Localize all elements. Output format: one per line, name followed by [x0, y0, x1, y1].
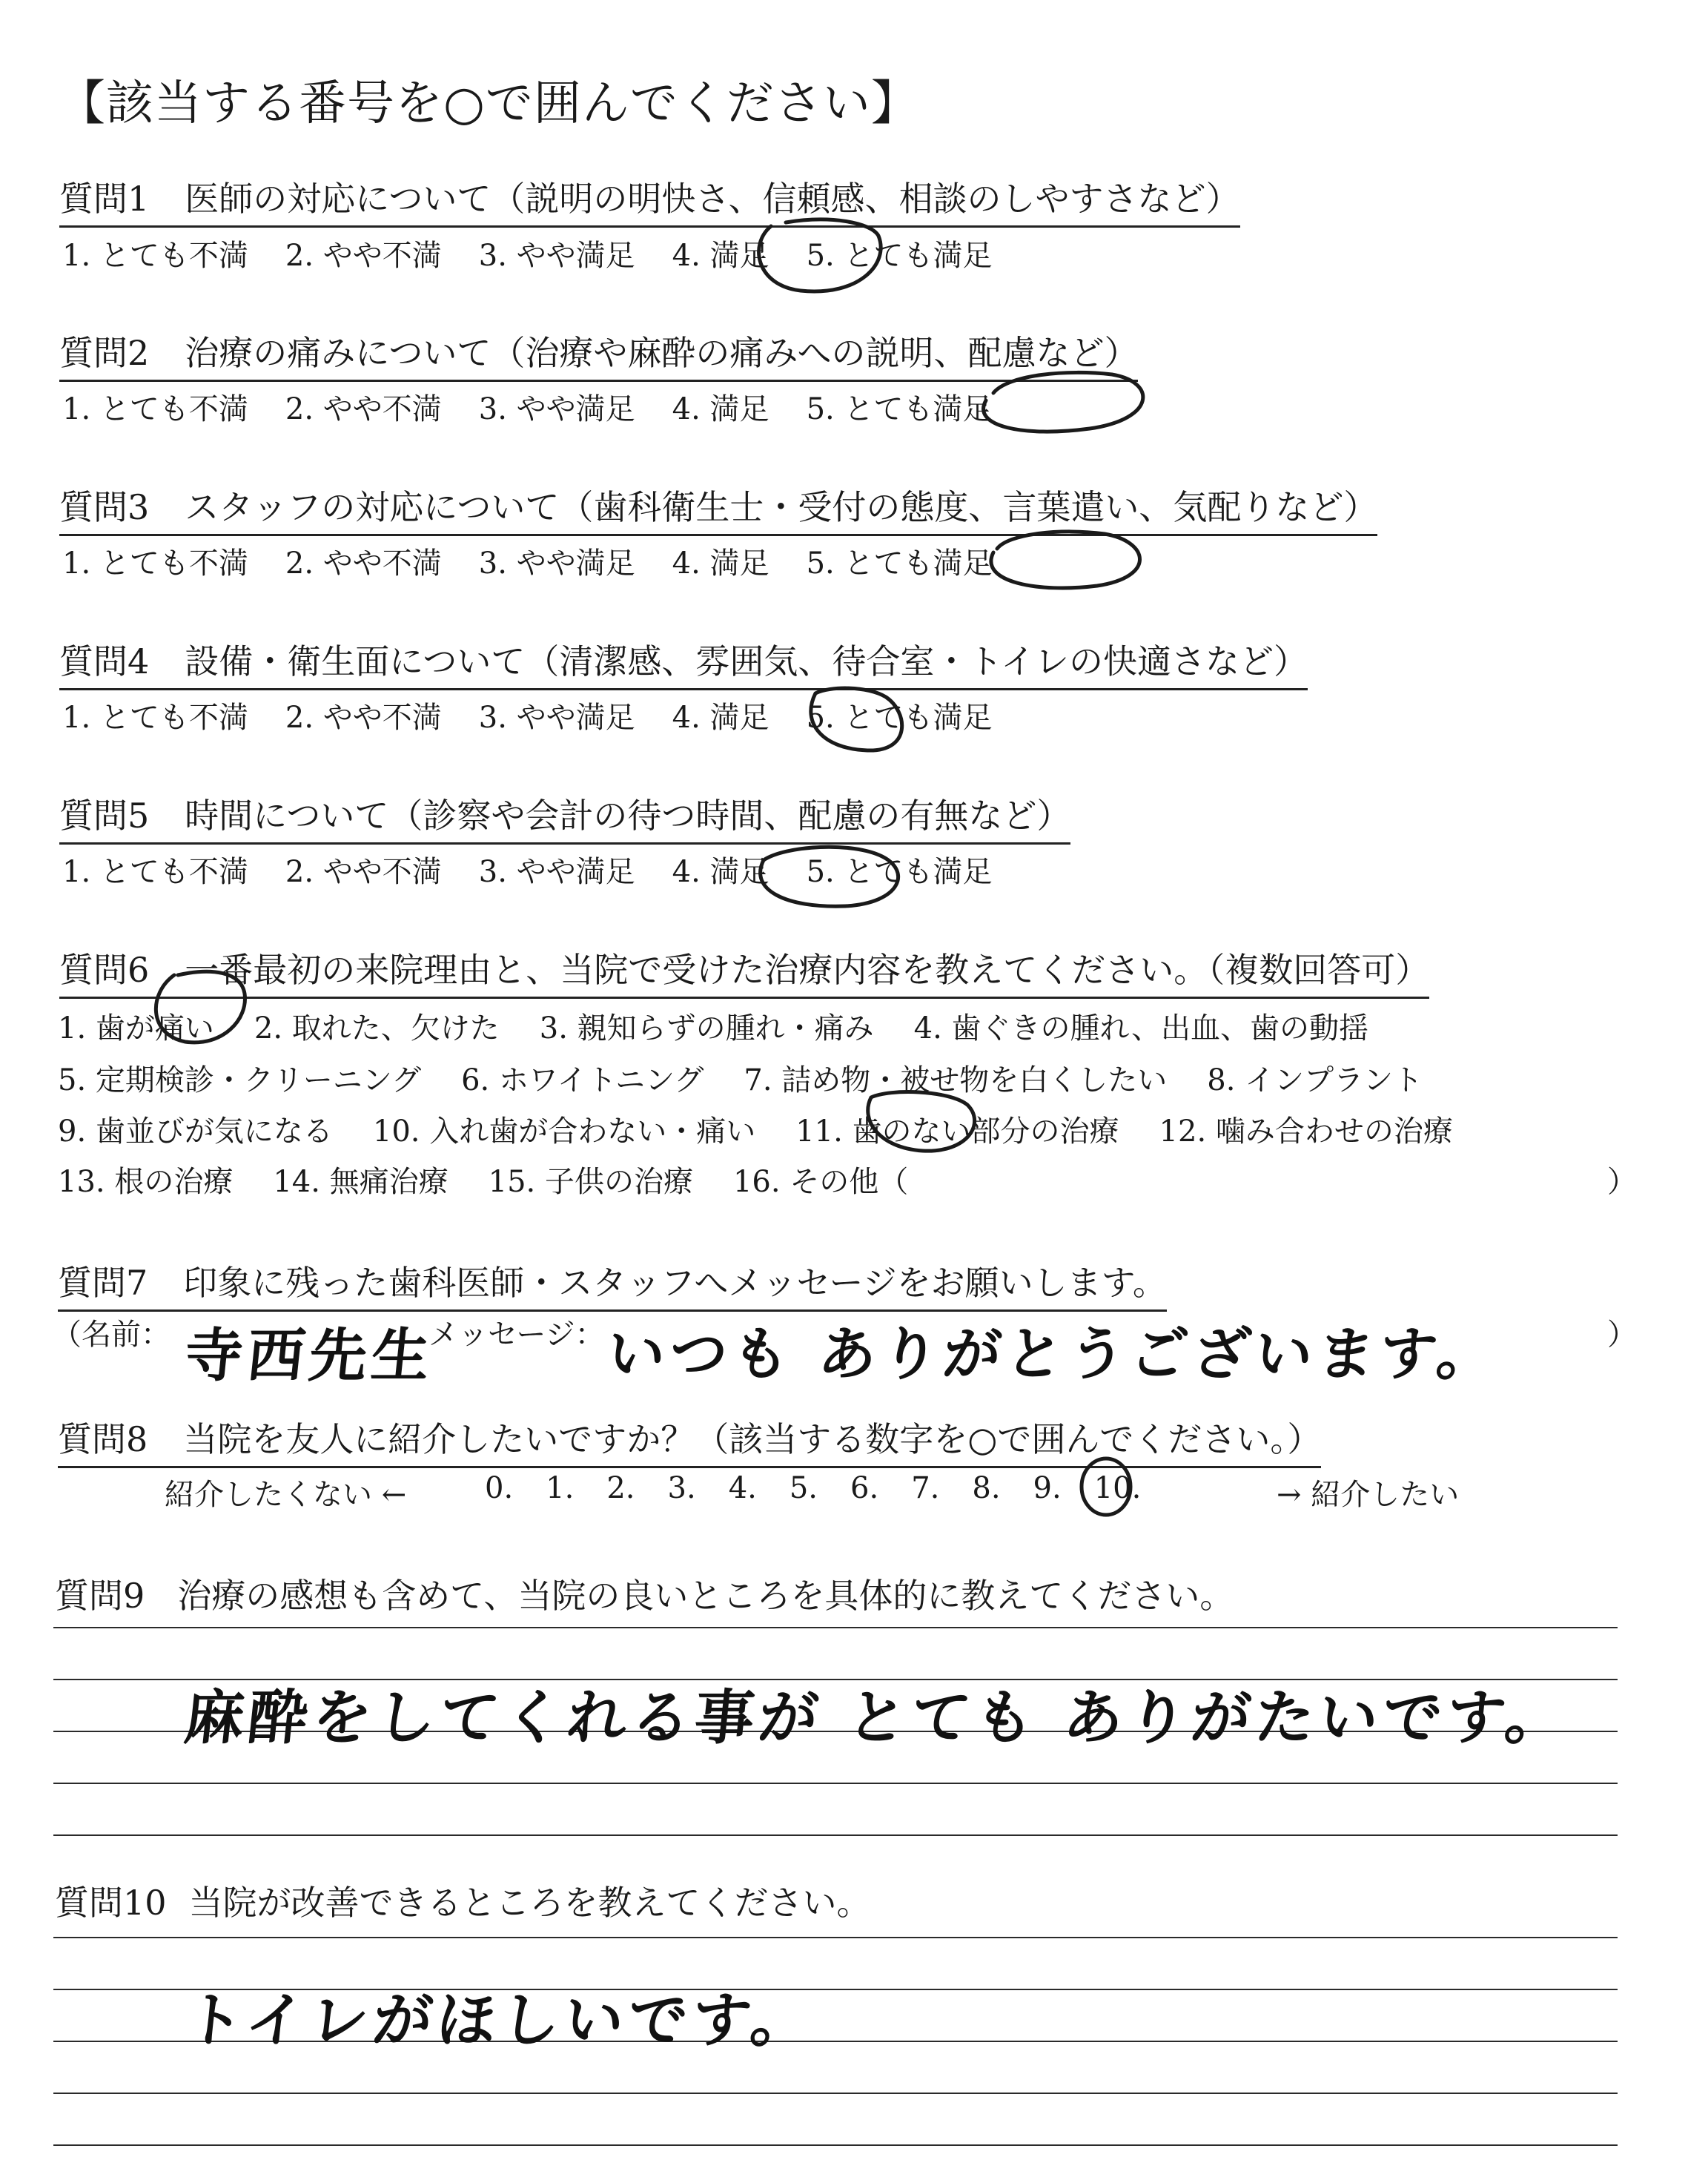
question-1-options	[62, 232, 992, 274]
q3-option-1[interactable]: 1. とても不満	[62, 546, 248, 581]
q5-option-5[interactable]: 5. とても満足	[806, 855, 993, 889]
q2-option-4[interactable]: 4. 満足	[672, 392, 769, 426]
q6-row-4	[58, 1158, 908, 1200]
q8-right-label: → 紹介したい	[1277, 1478, 1460, 1512]
question-2-text: 治療の痛みについて（治療や麻酔の痛みへの説明、配慮など）	[185, 333, 1139, 373]
q1-option-5[interactable]: 5. とても満足	[806, 239, 993, 273]
question-2-number: 質問2	[59, 333, 150, 373]
question-2-options	[62, 386, 992, 428]
q1-option-3[interactable]: 3. やや満足	[478, 239, 635, 273]
q6-other-close-paren: ）	[1607, 1165, 1637, 1199]
question-7-number: 質問7	[58, 1263, 148, 1303]
q6-row-1	[58, 1005, 1368, 1047]
q8-scale-10[interactable]: 10.	[1093, 1471, 1142, 1505]
q6-option-6[interactable]: 6. ホワイトニング	[461, 1063, 704, 1097]
q1-option-1[interactable]: 1. とても不満	[62, 239, 248, 273]
q1-option-2[interactable]: 2. やや不満	[285, 239, 442, 273]
q1-option-4[interactable]: 4. 満足	[672, 239, 769, 273]
q5-option-3[interactable]: 3. やや満足	[478, 855, 635, 889]
q4-option-2[interactable]: 2. やや不満	[285, 701, 442, 735]
q8-scale-4[interactable]: 4.	[728, 1471, 757, 1505]
q6-option-3[interactable]: 3. 親知らずの腫れ・痛み	[539, 1011, 874, 1046]
question-1	[59, 172, 1240, 228]
q8-scale-6[interactable]: 6.	[850, 1471, 879, 1505]
q6-option-4[interactable]: 4. 歯ぐきの腫れ、出血、歯の動揺	[913, 1011, 1368, 1046]
q9-line-4	[53, 1783, 1618, 1784]
q8-scale-5[interactable]: 5.	[789, 1471, 818, 1505]
q6-option-2[interactable]: 2. 取れた、欠けた	[254, 1011, 500, 1046]
q10-answer-handwritten[interactable]: トイレがほしいです。	[181, 1986, 818, 2055]
q6-option-13[interactable]: 13. 根の治療	[58, 1165, 234, 1199]
q8-scale-2[interactable]: 2.	[606, 1471, 635, 1505]
q8-scale-7[interactable]: 7.	[911, 1471, 940, 1505]
question-7-text: 印象に残った歯科医師・スタッフへメッセージをお願いします。	[183, 1263, 1167, 1303]
q2-option-1[interactable]: 1. とても不満	[62, 392, 248, 426]
q8-scale-1[interactable]: 1.	[546, 1471, 575, 1505]
q9-line-5	[53, 1834, 1618, 1836]
question-4-options	[62, 694, 992, 736]
q6-option-5[interactable]: 5. 定期検診・クリーニング	[58, 1063, 422, 1097]
q6-option-1[interactable]: 1. 歯が痛い	[58, 1011, 214, 1046]
q2-option-3[interactable]: 3. やや満足	[478, 392, 635, 426]
q3-option-5[interactable]: 5. とても満足	[806, 546, 993, 581]
q6-option-9[interactable]: 9. 歯並びが気になる	[58, 1114, 333, 1149]
question-5-number: 質問5	[59, 796, 150, 836]
q2-option-5[interactable]: 5. とても満足	[806, 392, 993, 426]
q10-line-1	[53, 1937, 1618, 1938]
q4-option-1[interactable]: 1. とても不満	[62, 701, 248, 735]
q8-scale-8[interactable]: 8.	[972, 1471, 1001, 1505]
question-5-options	[62, 848, 992, 891]
q8-scale	[485, 1471, 1141, 1505]
q6-option-14[interactable]: 14. 無痛治療	[273, 1165, 448, 1199]
question-6-number: 質問6	[59, 950, 150, 990]
question-9	[55, 1569, 1234, 1618]
q3-option-4[interactable]: 4. 満足	[672, 546, 769, 581]
q8-scale-9[interactable]: 9.	[1033, 1471, 1062, 1505]
q3-option-2[interactable]: 2. やや不満	[285, 546, 442, 581]
q9-line-1	[53, 1627, 1618, 1628]
q6-option-16[interactable]: 16. その他（	[732, 1165, 909, 1199]
question-9-number: 質問9	[55, 1576, 145, 1616]
q8-scale-0[interactable]: 0.	[485, 1471, 514, 1505]
q10-line-5	[53, 2144, 1618, 2146]
q2-option-2[interactable]: 2. やや不満	[285, 392, 442, 426]
q5-option-2[interactable]: 2. やや不満	[285, 855, 442, 889]
q4-option-5[interactable]: 5. とても満足	[806, 701, 993, 735]
question-8-text: 当院を友人に紹介したいですか？（該当する数字を○で囲んでください。）	[183, 1419, 1322, 1459]
question-8	[58, 1413, 1321, 1468]
question-9-text: 治療の感想も含めて、当院の良いところを具体的に教えてください。	[177, 1576, 1234, 1616]
question-2	[59, 326, 1138, 382]
question-6	[59, 943, 1429, 999]
q3-option-3[interactable]: 3. やや満足	[478, 546, 635, 581]
q6-option-11[interactable]: 11. 歯のない部分の治療	[795, 1114, 1119, 1149]
q4-option-4[interactable]: 4. 満足	[672, 701, 769, 735]
q6-option-7[interactable]: 7. 詰め物・被せ物を白くしたい	[744, 1063, 1168, 1097]
q7-name-label: （名前：	[52, 1318, 171, 1352]
q6-row-2	[58, 1057, 1423, 1099]
q5-option-4[interactable]: 4. 満足	[672, 855, 769, 889]
q7-message-handwritten[interactable]: いつも ありがとうございます。	[603, 1321, 1503, 1388]
q9-answer-handwritten[interactable]: 麻酔をしてくれる事が とても ありがたいです。	[181, 1683, 1573, 1752]
question-10-number: 質問10	[55, 1883, 167, 1923]
q7-name-handwritten[interactable]: 寺西先生	[181, 1323, 438, 1390]
q5-option-1[interactable]: 1. とても不満	[62, 855, 248, 889]
question-4-number: 質問4	[59, 641, 150, 681]
question-1-number: 質問1	[59, 179, 150, 219]
question-3-text: スタッフの対応について（歯科衛生士・受付の態度、言葉遣い、気配りなど）	[185, 487, 1378, 527]
question-4	[59, 635, 1308, 690]
q8-left-label: 紹介したくない ←	[165, 1478, 407, 1512]
q6-row-3	[58, 1108, 1453, 1150]
question-7	[58, 1256, 1167, 1312]
question-10	[55, 1876, 871, 1925]
question-3-number: 質問3	[59, 487, 150, 527]
q6-option-15[interactable]: 15. 子供の治療	[488, 1165, 693, 1199]
q6-option-10[interactable]: 10. 入れ歯が合わない・痛い	[372, 1114, 756, 1149]
q10-line-4	[53, 2093, 1618, 2094]
q6-option-12[interactable]: 12. 噛み合わせの治療	[1159, 1114, 1453, 1149]
q6-option-8[interactable]: 8. インプラント	[1207, 1063, 1423, 1097]
question-8-number: 質問8	[58, 1419, 148, 1459]
question-1-text: 医師の対応について（説明の明快さ、信頼感、相談のしやすさなど）	[185, 179, 1240, 219]
q3-answer-circle	[991, 532, 1140, 588]
page-title: 【該当する番号を○で囲んでください】	[58, 76, 919, 131]
q8-scale-3[interactable]: 3.	[667, 1471, 696, 1505]
question-5	[59, 789, 1070, 845]
question-10-text: 当院が改善できるところを教えてください。	[188, 1883, 871, 1923]
question-3	[59, 480, 1377, 536]
question-4-text: 設備・衛生面について（清潔感、雰囲気、待合室・トイレの快適さなど）	[185, 641, 1308, 681]
q7-close-paren: ）	[1607, 1318, 1637, 1352]
q4-option-3[interactable]: 3. やや満足	[478, 701, 635, 735]
question-3-options	[62, 540, 992, 582]
question-5-text: 時間について（診察や会計の待つ時間、配慮の有無など）	[185, 796, 1071, 836]
question-6-text: 一番最初の来院理由と、当院で受けた治療内容を教えてください。（複数回答可）	[185, 950, 1430, 990]
q7-message-label: メッセージ：	[428, 1318, 605, 1352]
